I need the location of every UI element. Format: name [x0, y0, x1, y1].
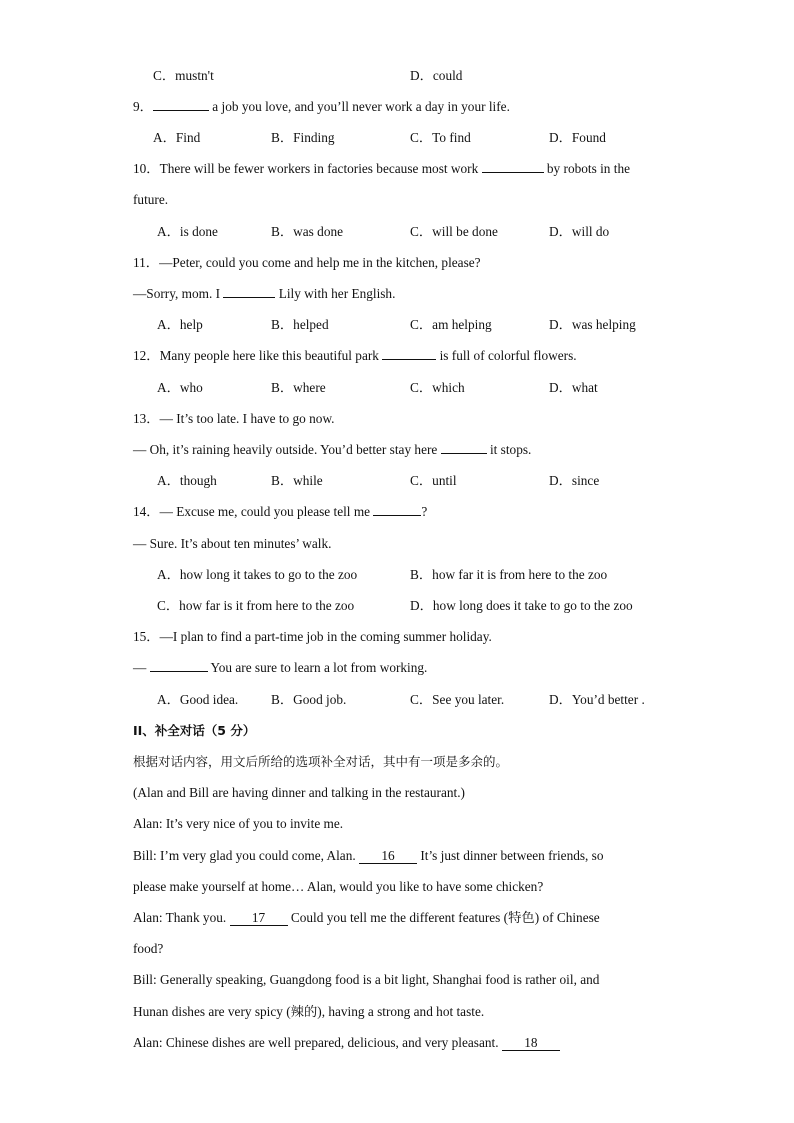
q12-option-a: A．who: [157, 380, 203, 395]
q14-option-b: B．how far it is from here to the zoo: [410, 567, 608, 582]
q13-blank: [441, 453, 487, 454]
q9-option-c: C．To find: [410, 130, 471, 145]
dialogue-line-1: Alan: It’s very nice of you to invite me.: [133, 816, 344, 831]
blank-18: 18: [502, 1036, 560, 1051]
dialogue-text: Could you tell me the different features (特色) of Chinese: [290, 910, 600, 925]
q11-text-1: —Sorry, mom. I: [133, 286, 221, 301]
q15-blank: [150, 671, 208, 672]
section-2-instruction: 根据对话内容，用文后所给的选项补全对话，其中有一项是多余的。: [133, 754, 509, 769]
q13-option-b: B．while: [271, 473, 323, 488]
blank-16: 16: [359, 849, 417, 864]
q11-line-2: [133, 285, 395, 303]
q9-option-d: D．Found: [549, 130, 606, 145]
q11-option-d: D．was helping: [549, 317, 636, 332]
q15-text-1: —: [133, 660, 147, 675]
q10-stem-cont: future.: [133, 192, 169, 207]
q12-blank: [382, 359, 436, 360]
dialogue-scene: (Alan and Bill are having dinner and talking in the restaurant.): [133, 785, 465, 800]
blank-17: 17: [230, 911, 288, 926]
q13-option-c: C．until: [410, 473, 457, 488]
q13-option-d: D．since: [549, 473, 600, 488]
q9-number: 9．: [133, 99, 153, 114]
q15-option-a: A．Good idea.: [157, 692, 239, 707]
q10-option-d: D．will do: [549, 224, 610, 239]
q15-option-d: D．You’d better .: [549, 692, 645, 707]
dialogue-line-2: [133, 847, 604, 865]
q10-option-b: B．was done: [271, 224, 344, 239]
q8-option-c: C．mustn't: [153, 68, 214, 83]
q13-text-1: — Oh, it’s raining heavily outside. You’d better stay here: [133, 442, 438, 457]
q10-option-c: C．will be done: [410, 224, 498, 239]
dialogue-line-5: food?: [133, 941, 164, 956]
dialogue-line-3: please make yourself at home… Alan, would you like to have some chicken?: [133, 879, 544, 894]
q15-line-1: 15．—I plan to find a part-time job in the coming summer holiday.: [133, 629, 492, 644]
q10-text-1: 10．There will be fewer workers in factories because most work: [133, 161, 479, 176]
q9-text: a job you love, and you’ll never work a day in your life.: [212, 99, 510, 114]
q13-text-2: it stops.: [489, 442, 532, 457]
q12-stem: [133, 347, 577, 365]
q12-option-b: B．where: [271, 380, 326, 395]
q12-option-d: D．what: [549, 380, 598, 395]
section-2-heading: II、补全对话（5 分）: [133, 723, 256, 738]
q14-text-2: ?: [421, 504, 428, 519]
dialogue-line-8: [133, 1034, 560, 1052]
q10-blank: [482, 172, 544, 173]
dialogue-line-6: Bill: Generally speaking, Guangdong food is a bit light, Shanghai food is rather oil, and: [133, 972, 600, 987]
q13-line-2: [133, 441, 531, 459]
q9-option-b: B．Finding: [271, 130, 335, 145]
q14-blank: [373, 515, 421, 516]
q9-stem: [133, 98, 510, 116]
q14-line-1: [133, 503, 427, 521]
q9-blank: [153, 110, 209, 111]
q11-line-1: 11．—Peter, could you come and help me in the kitchen, please?: [133, 255, 481, 270]
q15-line-2: [133, 659, 427, 677]
q14-option-c: C．how far is it from here to the zoo: [157, 598, 355, 613]
q15-text-2: You are sure to learn a lot from working.: [210, 660, 428, 675]
q11-option-a: A．help: [157, 317, 203, 332]
q10-stem: [133, 160, 630, 178]
q15-option-c: C．See you later.: [410, 692, 505, 707]
q12-text-2: is full of colorful flowers.: [439, 348, 577, 363]
q13-line-1: 13．— It’s too late. I have to go now.: [133, 411, 335, 426]
q12-text-1: 12．Many people here like this beautiful park: [133, 348, 379, 363]
q8-option-d: D．could: [410, 68, 463, 83]
q11-text-2: Lily with her English.: [278, 286, 396, 301]
q14-text-1: 14．— Excuse me, could you please tell me: [133, 504, 371, 519]
dialogue-text: Alan: Thank you.: [133, 910, 227, 925]
q10-option-a: A．is done: [157, 224, 218, 239]
dialogue-line-4: [133, 909, 600, 927]
dialogue-text: Bill: I’m very glad you could come, Alan.: [133, 848, 356, 863]
q11-option-b: B．helped: [271, 317, 329, 332]
dialogue-text: Alan: Chinese dishes are well prepared, delicious, and very pleasant.: [133, 1035, 499, 1050]
q14-line-2: — Sure. It’s about ten minutes’ walk.: [133, 536, 332, 551]
q10-text-2: by robots in the: [546, 161, 630, 176]
q13-option-a: A．though: [157, 473, 217, 488]
dialogue-text: It’s just dinner between friends, so: [420, 848, 604, 863]
q9-option-a: A．Find: [153, 130, 201, 145]
q14-option-d: D．how long does it take to go to the zoo: [410, 598, 633, 613]
q15-option-b: B．Good job.: [271, 692, 347, 707]
q11-option-c: C．am helping: [410, 317, 492, 332]
dialogue-line-7: Hunan dishes are very spicy (辣的), having a strong and hot taste.: [133, 1004, 485, 1019]
q12-option-c: C．which: [410, 380, 465, 395]
q14-option-a: A．how long it takes to go to the zoo: [157, 567, 358, 582]
q11-blank: [223, 297, 275, 298]
